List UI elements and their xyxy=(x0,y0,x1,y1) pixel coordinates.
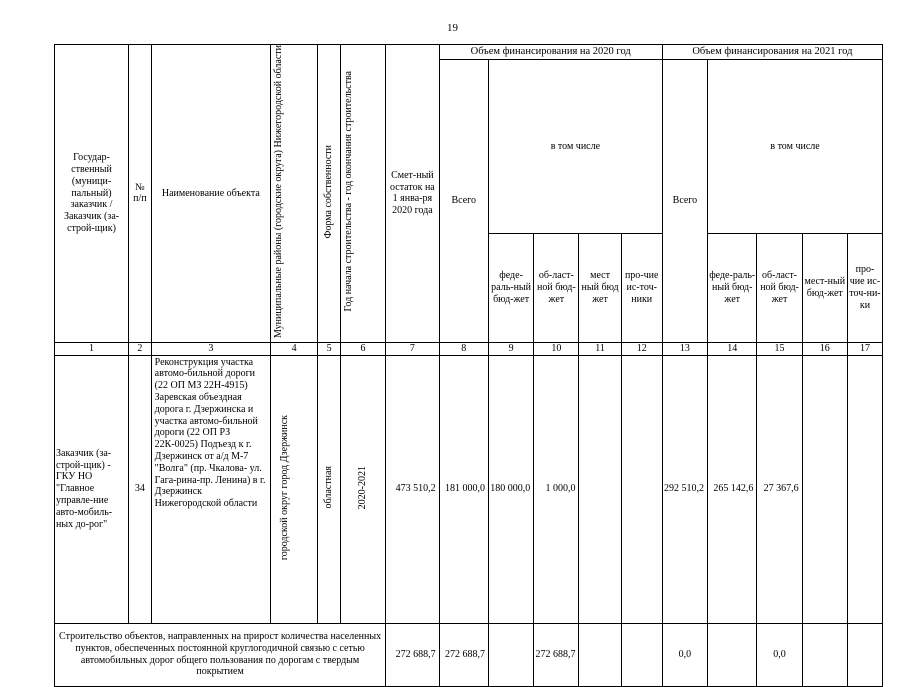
header-local-2021: мест-ный бюд-жет xyxy=(802,233,847,342)
federal-2021-cell: 265 142,6 xyxy=(708,355,757,623)
header-incl-2021: в том числе xyxy=(708,60,883,234)
summary-local-2021 xyxy=(802,623,847,686)
header-regional-2021: об-ласт-ной бюд-жет xyxy=(757,233,802,342)
header-regional-2020: об-ласт-ной бюд-жет xyxy=(534,233,579,342)
summary-local-2020 xyxy=(579,623,621,686)
header-financing-2021: Объем финансирования на 2021 год xyxy=(662,45,882,60)
district-cell: городской округ город Дзержинск xyxy=(270,355,317,623)
other-2020-cell xyxy=(621,355,662,623)
col-number: 9 xyxy=(488,342,533,355)
total-2020-cell: 181 000,0 xyxy=(439,355,488,623)
header-local-2020: мест ный бюд жет xyxy=(579,233,621,342)
col-number: 16 xyxy=(802,342,847,355)
header-years: Год начала строительства - год окончания строительства xyxy=(340,45,385,343)
summary-federal-2021 xyxy=(708,623,757,686)
header-number: № п/п xyxy=(129,45,152,343)
federal-2020-cell: 180 000,0 xyxy=(488,355,533,623)
summary-other-2020 xyxy=(621,623,662,686)
summary-total-2020: 272 688,7 xyxy=(439,623,488,686)
object-name-cell: Реконструкция участка автомо-бильной дороги (22 ОП МЗ 22Н-4915) Заревская объездная дорога г. Дзержинска и участка автомо-бильной дороги (22 ОП РЗ 22К-0025) Подъезд к г. Дзержинск от а/д М-7 "Волга" (пр. Чкалова- ул. Гага-рина-пр. Ленина) в г. Дзержинск Нижегородской области xyxy=(151,355,270,623)
total-2021-cell: 292 510,2 xyxy=(662,355,707,623)
summary-regional-2020: 272 688,7 xyxy=(534,623,579,686)
summary-other-2021 xyxy=(847,623,882,686)
col-number: 4 xyxy=(270,342,317,355)
header-object-name: Наименование объекта xyxy=(151,45,270,343)
summary-total-2021: 0,0 xyxy=(662,623,707,686)
summary-estimate-balance: 272 688,7 xyxy=(386,623,439,686)
regional-2020-cell: 1 000,0 xyxy=(534,355,579,623)
financing-table xyxy=(54,44,883,687)
header-other-2021: про-чие ис-точ-ни-ки xyxy=(847,233,882,342)
page-number: 19 xyxy=(447,22,458,34)
header-ownership: Форма собственности xyxy=(318,45,341,343)
other-2021-cell xyxy=(847,355,882,623)
summary-federal-2020 xyxy=(488,623,533,686)
estimate-balance-cell: 473 510,2 xyxy=(386,355,439,623)
col-number: 15 xyxy=(757,342,802,355)
header-total-2021: Всего xyxy=(662,60,707,343)
col-number: 10 xyxy=(534,342,579,355)
customer-cell: Заказчик (за-строй-щик) - ГКУ НО "Главное управле-ние авто-мобиль-ных до-рог" xyxy=(55,355,129,623)
col-number: 12 xyxy=(621,342,662,355)
header-incl-2020: в том числе xyxy=(488,60,662,234)
regional-2021-cell: 27 367,6 xyxy=(757,355,802,623)
header-federal-2021: феде-раль-ный бюд-жет xyxy=(708,233,757,342)
table-row xyxy=(55,355,883,623)
col-number: 7 xyxy=(386,342,439,355)
summary-label: Строительство объектов, направленных на прирост количества населенных пунктов, обеспеченных постоянной круглогодичной связью с сетью автомобильных дорог общего пользования по дорогам с твердым покрытием xyxy=(55,623,386,686)
row-number-cell: 34 xyxy=(129,355,152,623)
ownership-cell: областная xyxy=(318,355,341,623)
header-customer: Государ-ственный (муници-пальный) заказчик /Заказчик (за-строй-щик) xyxy=(55,45,129,343)
col-number: 8 xyxy=(439,342,488,355)
col-number: 17 xyxy=(847,342,882,355)
col-number: 13 xyxy=(662,342,707,355)
local-2020-cell xyxy=(579,355,621,623)
column-number-row xyxy=(55,342,883,355)
header-district: Муниципальные районы (городские округа) Нижегородской области xyxy=(270,45,317,343)
summary-regional-2021: 0,0 xyxy=(757,623,802,686)
local-2021-cell xyxy=(802,355,847,623)
col-number: 3 xyxy=(151,342,270,355)
years-cell: 2020-2021 xyxy=(340,355,385,623)
header-estimate-balance: Смет-ный остаток на 1 янва-ря 2020 года xyxy=(386,45,439,343)
col-number: 6 xyxy=(340,342,385,355)
header-federal-2020: феде-раль-ный бюд-жет xyxy=(488,233,533,342)
summary-row xyxy=(55,623,883,686)
col-number: 14 xyxy=(708,342,757,355)
col-number: 11 xyxy=(579,342,621,355)
header-financing-2020: Объем финансирования на 2020 год xyxy=(439,45,662,60)
header-other-2020: про-чие ис-точ-ники xyxy=(621,233,662,342)
col-number: 5 xyxy=(318,342,341,355)
col-number: 1 xyxy=(55,342,129,355)
col-number: 2 xyxy=(129,342,152,355)
header-total-2020: Всего xyxy=(439,60,488,343)
